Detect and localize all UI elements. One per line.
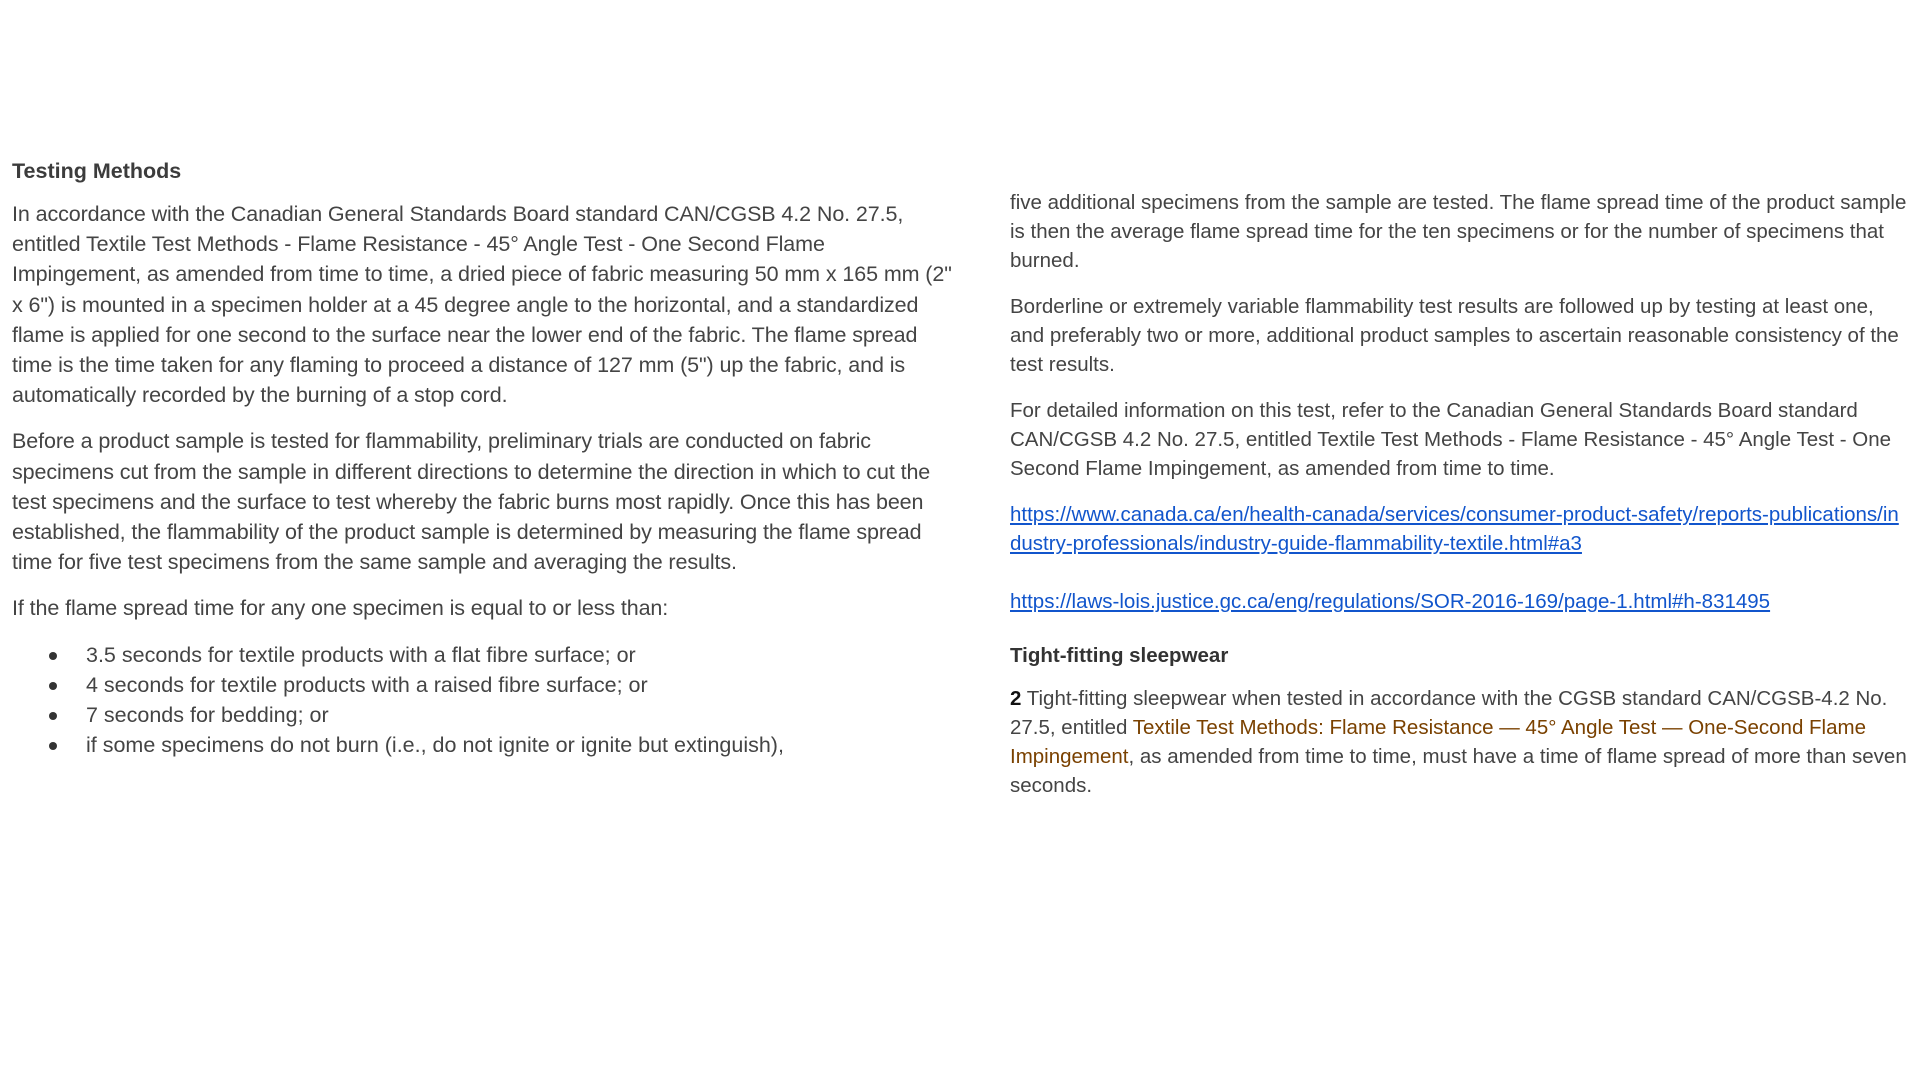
sleepwear-regulation-paragraph <box>1010 684 1910 800</box>
regulation-text-after: , as amended from time to time, must have a time of flame spread of more than seven seconds. <box>1010 745 1907 797</box>
testing-methods-heading: Testing Methods <box>12 159 182 183</box>
regulations-link[interactable]: https://laws-lois.justice.gc.ca/eng/regulations/SOR-2016-169/page-1.html#h-831495 <box>1010 590 1771 613</box>
cited-standard-title: Textile Test Methods: Flame Resistance — 45° Angle Test — One-Second Flame Impingement <box>1010 716 1866 768</box>
list-item <box>12 640 952 670</box>
test-method-paragraph: In accordance with the Canadian General Standards Board standard CAN/CGSB 4.2 No. 27.5, entitled Textile Test Methods - Flame Resistance - 45° Angle Test - One Second Flame Impingement, as amended from time to time, a dried piece of fabric measuring 50 mm x 165 mm (2" x 6") is mounted in a specimen holder at a 45 degree angle to the horizontal, and a standardized flame is applied for one second to the surface near the lower end of the fabric. The flame spread time is the time taken for any flaming to proceed a distance of 127 mm (5") up the fabric, and is automatically recorded by the burning of a stop cord. <box>12 202 952 408</box>
bullet-icon <box>49 682 57 690</box>
additional-specimens-paragraph: five additional specimens from the sample are tested. The flame spread time of the product sample is then the average flame spread time for the ten specimens or for the number of specimens that burned. <box>1010 191 1907 272</box>
bullet-icon <box>49 712 57 720</box>
preliminary-trials-paragraph: Before a product sample is tested for flammability, preliminary trials are conducted on fabric specimens cut from the sample in different directions to determine the direction in which to cut the test specimens and the surface to test whereby the fabric burns most rapidly. Once this has been established, the flammability of the product sample is determined by measuring the flame spread time for five test specimens from the same sample and averaging the results. <box>12 429 931 575</box>
threshold-intro-paragraph: If the flame spread time for any one specimen is equal to or less than: <box>12 596 669 621</box>
threshold-list <box>12 640 952 761</box>
left-column <box>12 157 952 760</box>
detailed-info-paragraph: For detailed information on this test, refer to the Canadian General Standards Board standard CAN/CGSB 4.2 No. 27.5, entitled Textile Test Methods - Flame Resistance - 45° Angle Test - One Second Flame Impingement, as amended from time to time. <box>1010 399 1892 480</box>
tight-fitting-sleepwear-heading: Tight-fitting sleepwear <box>1010 644 1229 667</box>
list-item <box>12 730 952 760</box>
list-item-text: if some specimens do not burn (i.e., do not ignite or ignite but extinguish), <box>86 733 784 758</box>
regulation-text-before: Tight-fitting sleepwear when tested in accordance with the CGSB standard CAN/CGSB-4.2 No. 27.5, entitled <box>1010 687 1888 739</box>
list-item <box>12 670 952 700</box>
list-item <box>12 700 952 730</box>
list-item-text: 4 seconds for textile products with a raised fibre surface; or <box>86 672 648 697</box>
right-column <box>1010 188 1910 817</box>
bullet-icon <box>49 742 57 750</box>
bullet-icon <box>49 652 57 660</box>
section-number: 2 <box>1010 687 1022 710</box>
health-canada-guide-link[interactable]: https://www.canada.ca/en/health-canada/services/consumer-product-safety/reports-publications/industry-professionals/industry-guide-flammability-textile.html#a3 <box>1010 503 1899 555</box>
list-item-text: 3.5 seconds for textile products with a flat fibre surface; or <box>86 642 636 667</box>
borderline-results-paragraph: Borderline or extremely variable flammability test results are followed up by testing at least one, and preferably two or more, additional product samples to ascertain reasonable consistency of the test results. <box>1010 295 1899 376</box>
list-item-text: 7 seconds for bedding; or <box>86 703 329 728</box>
